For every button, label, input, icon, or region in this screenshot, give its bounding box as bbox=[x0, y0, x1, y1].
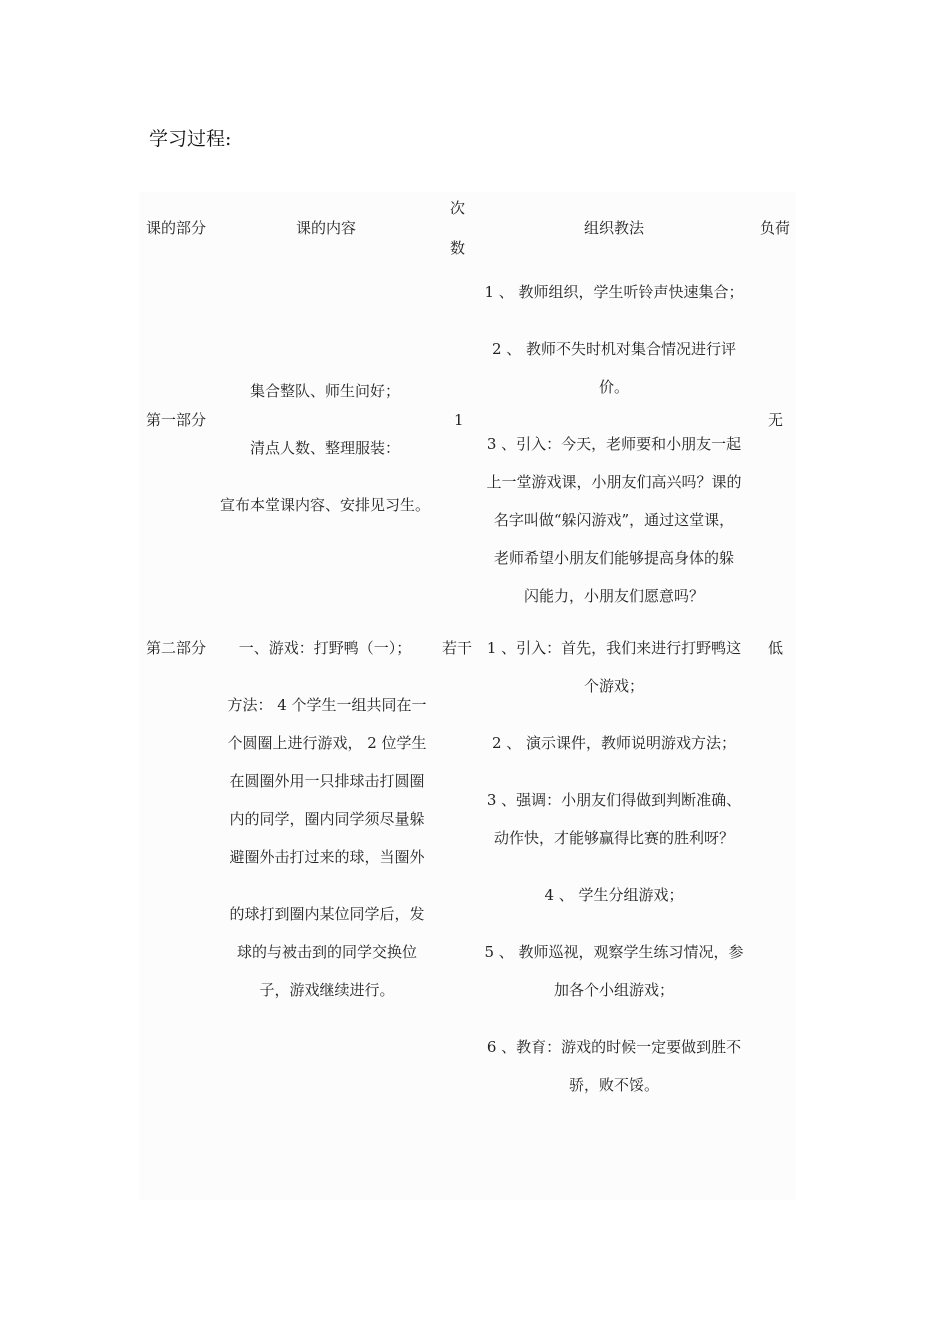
row2-method-line: 个游戏； bbox=[583, 677, 644, 695]
row2-content-line: 的球打到圈内某位同学后，发 bbox=[229, 905, 425, 923]
row2-method bbox=[474, 629, 754, 1104]
row2-method-line: 5 、 教师巡视，观察学生练习情况，参 bbox=[484, 943, 744, 961]
row2-method-line: 4 、 学生分组游戏； bbox=[544, 886, 684, 904]
row2-method-line: 6 、教育：游戏的时候一定要做到胜不 bbox=[486, 1038, 742, 1056]
header-count-2: 数 bbox=[450, 239, 466, 257]
header-count-1: 次 bbox=[450, 199, 466, 217]
row2-content-line: 方法： 4 个学生一组共同在一 bbox=[227, 696, 427, 714]
row1-method-line: 1 、 教师组织，学生听铃声快速集合； bbox=[484, 283, 744, 301]
row2-content-line: 个圆圈上进行游戏， 2 位学生 bbox=[227, 734, 427, 752]
row2-content-title: 一、游戏：打野鸭（一）； bbox=[238, 639, 412, 657]
row1-method-line: 2 、 教师不失时机对集合情况进行评 bbox=[491, 340, 737, 358]
row2-load: 低 bbox=[768, 639, 784, 657]
header-method: 组织教法 bbox=[584, 219, 645, 237]
row2-method-line: 3 、强调：小朋友们得做到判断准确、 bbox=[486, 791, 742, 809]
header-part: 课的部分 bbox=[146, 219, 207, 237]
header-content: 课的内容 bbox=[296, 219, 357, 237]
row1-content bbox=[210, 372, 440, 524]
row2-count: 若干 bbox=[442, 639, 473, 657]
row1-method-line: 3 、引入：今天，老师要和小朋友一起 bbox=[486, 435, 742, 453]
row2-content-line: 在圆圈外用一只排球击打圆圈 bbox=[229, 772, 425, 790]
row1-load: 无 bbox=[768, 411, 784, 429]
row1-content-line: 宣布本堂课内容、安排见习生。 bbox=[219, 496, 430, 514]
row1-method bbox=[474, 273, 754, 615]
row1-method-line: 老师希望小朋友们能够提高身体的躲 bbox=[493, 549, 734, 567]
row1-method-line: 闪能力，小朋友们愿意吗？ bbox=[523, 587, 704, 605]
row2-method-line: 骄，败不馁。 bbox=[568, 1076, 659, 1094]
row2-content-line: 避圈外击打过来的球，当圈外 bbox=[229, 848, 425, 866]
row2-method-line: 动作快，才能够赢得比赛的胜利呀？ bbox=[493, 829, 734, 847]
row2-part: 第二部分 bbox=[146, 639, 207, 657]
row2-content-line: 子，游戏继续进行。 bbox=[259, 981, 395, 999]
row2-content-line: 内的同学，圈内同学须尽量躲 bbox=[229, 810, 425, 828]
row1-method-line: 名字叫做“躲闪游戏”，通过这堂课， bbox=[493, 511, 735, 529]
row1-method-line: 上一堂游戏课，小朋友们高兴吗？课的 bbox=[486, 473, 742, 491]
row1-content-line: 清点人数、整理服装： bbox=[249, 439, 400, 457]
header-load: 负荷 bbox=[760, 219, 791, 237]
row1-count: 1 bbox=[454, 411, 464, 429]
page-title: 学习过程: bbox=[149, 128, 232, 150]
row2-content-line: 球的与被击到的同学交换位 bbox=[236, 943, 417, 961]
row2-method-line: 1 、引入：首先，我们来进行打野鸭这 bbox=[486, 639, 742, 657]
row1-method-line: 价。 bbox=[598, 378, 629, 396]
row2-method-line: 加各个小组游戏； bbox=[553, 981, 674, 999]
row1-content-line: 集合整队、师生问好； bbox=[249, 382, 400, 400]
row2-content bbox=[213, 686, 441, 1009]
row2-method-line: 2 、 演示课件，教师说明游戏方法； bbox=[491, 734, 737, 752]
row1-part: 第一部分 bbox=[146, 411, 207, 429]
